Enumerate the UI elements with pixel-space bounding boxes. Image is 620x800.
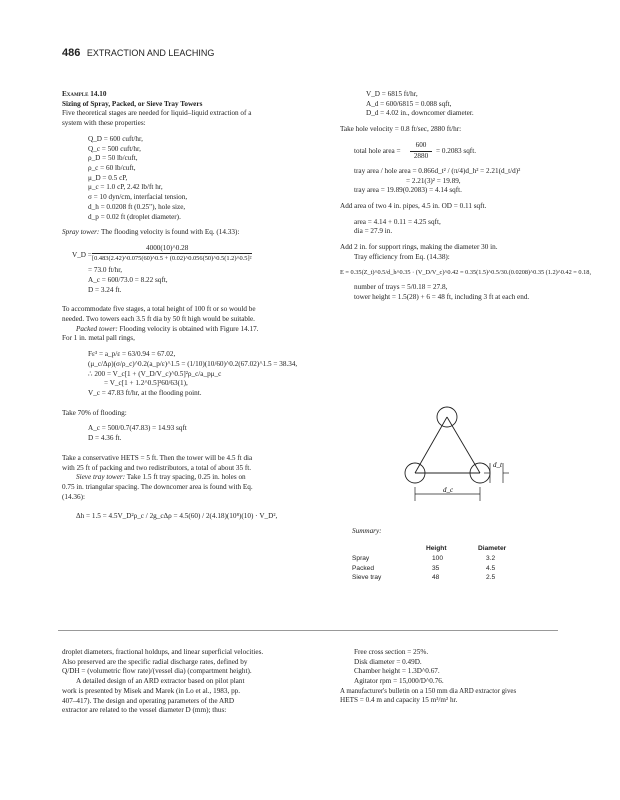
area-eq: dia = 27.9 in. — [354, 227, 393, 236]
table-cell: Packed — [352, 564, 374, 572]
vd-lhs: V_D = — [72, 251, 92, 260]
table-row — [352, 555, 528, 565]
packed-label: Packed tower: — [76, 324, 118, 333]
hole-area-num: 600 — [415, 140, 427, 149]
vd-equation — [62, 244, 324, 266]
hets-line-2: with 25 ft of packing and two redistributors, a total of about 35 ft. — [62, 463, 252, 472]
tray-efficiency: Tray efficiency from Eq. (14.38): — [354, 252, 450, 261]
summary-label: Summary: — [352, 527, 382, 535]
hole-spacing-diagram — [395, 405, 515, 505]
intro-line-2: system with these properties: — [62, 119, 146, 128]
bottom-left-text — [62, 648, 324, 716]
add-area: Add area of two 4 in. pipes, 4.5 in. OD = 0.11 sqft. — [340, 202, 487, 211]
table-cell: 4.5 — [486, 564, 496, 572]
property-item: Q_D = 600 cuft/hr, — [88, 134, 143, 143]
table-row — [352, 565, 528, 575]
property-item: μ_c = 1.0 cP, 2.42 lb/ft hr, — [88, 183, 163, 192]
vd-denominator: [0.483(2.42)^0.075(60)^0.5 + (0.02)^0.056(50)^0.5(1.2)^0.5]² — [92, 255, 252, 263]
body-line: extractor are related to the vessel diameter D (mm); thus: — [62, 706, 227, 715]
packed-text-2: For 1 in. metal pall rings, — [62, 334, 135, 343]
add-2in: Add 2 in. for support rings, making the diameter 30 in. — [340, 243, 498, 252]
sieve-text: Take 1.5 ft tray spacing, 0.25 in. holes on — [126, 473, 246, 482]
flood-eq: A_c = 500/0.7(47.83) = 14.93 sqft — [88, 424, 187, 433]
tray-area: tray area = 19.89(0.2083) = 4.14 sqft. — [354, 186, 462, 195]
body-line: droplet diameters, fractional holdups, and linear superficial velocities. — [62, 648, 264, 656]
ard-param: Agitator rpm = 15,000/D^0.76. — [354, 677, 444, 686]
table-header-row — [352, 545, 528, 555]
table-cell: Sieve tray — [352, 574, 382, 582]
column-header: Height — [426, 544, 447, 552]
property-item: d_p = 0.02 ft (droplet diameter). — [88, 212, 181, 221]
spray-result: A_c = 600/73.0 = 8.22 sqft, — [88, 275, 168, 284]
packed-eq: V_c = 47.83 ft/hr, at the flooding point. — [88, 388, 202, 397]
property-item: Q_c = 500 cuft/hr, — [88, 144, 141, 153]
sieve-line-2: 0.75 in. triangular spacing. The downcomer area is found with Eq. — [62, 483, 253, 491]
running-title: EXTRACTION AND LEACHING — [86, 48, 215, 58]
example-number: Example 14.10 — [62, 90, 107, 98]
spray-text: The flooding velocity is found with Eq. (14.33): — [101, 228, 240, 237]
accommodate-line-1: To accommodate five stages, a total height of 100 ft or so would be — [62, 305, 256, 314]
number-of-trays: number of trays = 5/0.18 = 27.8, — [354, 283, 448, 292]
sieve-intro — [62, 473, 324, 483]
table-cell: 35 — [432, 564, 440, 572]
efficiency-eq: E = 0.35(Z_t)^0.5/d_h^0.35 · (V_D/V_c)^0.42 = 0.35(1.5)^0.5/30.(0.0208)^0.35 (1.2)^0.42 = 0.18, — [340, 268, 592, 276]
spray-intro — [62, 228, 324, 238]
column-header: Diameter — [478, 544, 507, 552]
ard-param: Free cross section = 25%. — [354, 648, 429, 656]
downcomer-eq: A_d = 600/6815 = 0.088 sqft, — [366, 99, 452, 108]
table-cell: 3.2 — [486, 554, 496, 562]
table-cell: Spray — [352, 554, 370, 562]
packed-intro — [62, 325, 324, 335]
accommodate-line-2: needed. Two towers each 3.5 ft dia by 50 ft high would be suitable. — [62, 314, 255, 323]
left-column — [62, 90, 324, 522]
sieve-line-3: (14.36): — [62, 492, 85, 501]
hole-area-rhs: = 0.2083 sqft. — [436, 146, 476, 155]
page-number: 486 — [62, 47, 81, 59]
section-divider — [58, 630, 558, 631]
right-column — [340, 90, 592, 303]
hets-line-1: Take a conservative HETS = 5 ft. Then the tower will be 4.5 ft dia — [62, 453, 253, 462]
hole-area-eq — [340, 141, 565, 161]
table-cell: 100 — [432, 554, 444, 562]
vd-numerator: 4000(10)^0.28 — [146, 244, 189, 253]
table-row — [352, 574, 528, 584]
table-cell: 48 — [432, 574, 440, 582]
flood-eq: D = 4.36 ft. — [88, 434, 122, 443]
hole-velocity: Take hole velocity = 0.8 ft/sec, 2880 ft/hr: — [340, 125, 462, 134]
take-70: Take 70% of flooding: — [62, 408, 127, 417]
page-header — [62, 46, 214, 61]
packed-eq: Fε³ = a_p/ε = 63/0.94 = 67.02, — [88, 350, 176, 359]
spray-label: Spray tower: — [62, 228, 100, 237]
property-item: ρ_c = 60 lb/cuft, — [88, 164, 136, 173]
summary-table — [352, 545, 528, 585]
example-title: Sizing of Spray, Packed, or Sieve Tray Towers — [62, 99, 203, 108]
bottom-right-text — [340, 648, 565, 706]
body-line: A manufacturer's bulletin on a 150 mm dia ARD extractor gives — [340, 687, 517, 695]
downcomer-eq: D_d = 4.02 in., downcomer diameter. — [366, 109, 474, 118]
property-item: μ_D = 0.5 cP, — [88, 173, 128, 182]
body-line: work is presented by Misek and Marek (in Lo et al., 1983, pp. — [62, 686, 241, 695]
body-line: HETS = 0.4 m and capacity 15 m³/m² hr. — [340, 696, 458, 705]
packed-eq: ∴ 200 = V_c[1 + (V_D/V_c)^0.5]²ρ_c/a_pμ_c — [88, 369, 222, 378]
packed-eq: (μ_c/Δρ)(σ/ρ_c)^0.2(a_p/ε)^1.5 = (1/10)(10/60)^0.2(67.02)^1.5 = 38.34, — [88, 359, 298, 368]
body-line: A detailed design of an ARD extractor based on pilot plant — [76, 677, 245, 686]
downcomer-eq: V_D = 6815 ft/hr, — [366, 90, 418, 98]
tray-ratio-2: = 2.21(3)² = 19.89, — [406, 176, 461, 185]
hole-area-lhs: total hole area = — [354, 146, 401, 155]
packed-eq: = V_c[1 + 1.2^0.5]²60/63(1), — [104, 379, 188, 388]
intro-line-1: Five theoretical stages are needed for liquid–liquid extraction of a — [62, 109, 252, 118]
dh-equation: Δh = 1.5 = 4.5V_D²ρ_c / 2g_cΔρ = 4.5(60) / 2(4.18)(10⁸)(10) · V_D², — [76, 512, 278, 521]
spray-result: D = 3.24 ft. — [88, 285, 122, 294]
ard-param: Disk diameter = 0.49D. — [354, 657, 422, 666]
packed-text: Flooding velocity is obtained with Figure 14.17. — [119, 324, 259, 333]
property-item: σ = 10 dyn/cm, interfacial tension, — [88, 193, 188, 202]
hole-dia-label: d_t — [493, 461, 502, 469]
table-cell: 2.5 — [486, 574, 496, 582]
tray-ratio: tray area / hole area = 0.866d_t² / (π/4)d_h² = 2.21(d_t/d)² — [354, 166, 521, 175]
property-item: d_h = 0.0208 ft (0.25"), hole size, — [88, 202, 186, 211]
body-line: Q/DH = (volumetric flow rate)/(vessel dia) (compartment height). — [62, 667, 252, 676]
body-line: 407–417). The design and operating parameters of the ARD — [62, 696, 235, 705]
ard-param: Chamber height = 1.3D^0.67. — [354, 667, 440, 676]
spacing-label: d_c — [443, 486, 454, 494]
property-list — [62, 135, 324, 222]
tower-height: tower height = 1.5(28) + 6 = 48 ft, including 3 ft at each end. — [354, 292, 530, 301]
sieve-label: Sieve tray tower: — [76, 473, 126, 482]
body-line: Also preserved are the specific radial discharge rates, defined by — [62, 657, 248, 666]
summary-block — [352, 527, 552, 584]
area-eq: area = 4.14 + 0.11 = 4.25 sqft, — [354, 217, 441, 226]
column-header — [352, 545, 426, 555]
property-item: ρ_D = 50 lb/cuft, — [88, 154, 138, 163]
spray-result: = 73.0 ft/hr, — [88, 266, 123, 275]
hole-area-den: 2880 — [410, 151, 432, 162]
